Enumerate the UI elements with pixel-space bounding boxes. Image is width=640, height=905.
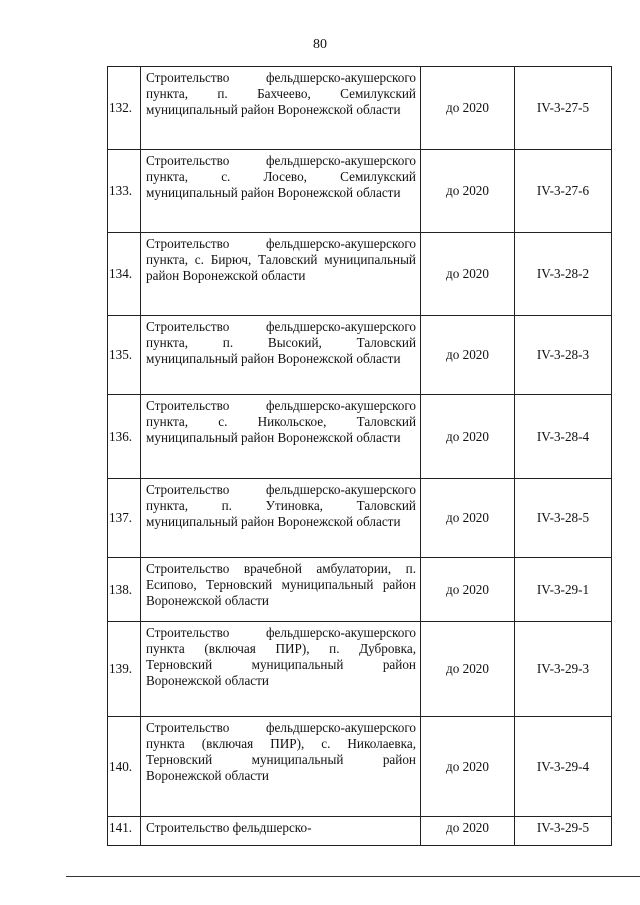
deadline: до 2020 [421, 558, 515, 622]
object-name: Строительство фельдшерско-акушерского пункта, с. Бирюч, Таловский муниципальный район Воронежской области [141, 233, 421, 316]
object-code: IV-3-29-3 [515, 622, 612, 717]
object-code: IV-3-29-4 [515, 717, 612, 817]
row-number: 133. [108, 150, 141, 233]
row-number: 135. [108, 316, 141, 395]
row-number: 134. [108, 233, 141, 316]
object-code: IV-3-27-6 [515, 150, 612, 233]
table-row [108, 233, 612, 316]
object-name: Строительство фельдшерско-акушерского пункта, с. Никольское, Таловский муниципальный район Воронежской области [141, 395, 421, 479]
table-row [108, 622, 612, 717]
page-number: 80 [313, 37, 327, 52]
object-name: Строительство фельдшерско- [141, 817, 421, 846]
deadline: до 2020 [421, 817, 515, 846]
table-row [108, 558, 612, 622]
table-row [108, 817, 612, 846]
table-row [108, 717, 612, 817]
object-code: IV-3-28-4 [515, 395, 612, 479]
table-row [108, 67, 612, 150]
row-number: 141. [108, 817, 141, 846]
object-name: Строительство фельдшерско-акушерского пункта (включая ПИР), с. Николаевка, Терновский муниципальный район Воронежской области [141, 717, 421, 817]
deadline: до 2020 [421, 67, 515, 150]
objects-table [107, 66, 612, 846]
object-name: Строительство фельдшерско-акушерского пункта (включая ПИР), п. Дубровка, Терновский муниципальный район Воронежской области [141, 622, 421, 717]
object-code: IV-3-27-5 [515, 67, 612, 150]
deadline: до 2020 [421, 150, 515, 233]
deadline: до 2020 [421, 395, 515, 479]
row-number: 139. [108, 622, 141, 717]
deadline: до 2020 [421, 717, 515, 817]
object-name: Строительство фельдшерско-акушерского пункта, п. Бахчеево, Семилукский муниципальный район Воронежской области [141, 67, 421, 150]
deadline: до 2020 [421, 622, 515, 717]
deadline: до 2020 [421, 233, 515, 316]
table-row [108, 316, 612, 395]
object-name: Строительство фельдшерско-акушерского пункта, п. Утиновка, Таловский муниципальный район Воронежской области [141, 479, 421, 558]
object-name: Строительство фельдшерско-акушерского пункта, с. Лосево, Семилукский муниципальный район Воронежской области [141, 150, 421, 233]
deadline: до 2020 [421, 316, 515, 395]
object-code: IV-3-28-3 [515, 316, 612, 395]
object-name: Строительство фельдшерско-акушерского пункта, п. Высокий, Таловский муниципальный район Воронежской области [141, 316, 421, 395]
row-number: 140. [108, 717, 141, 817]
object-code: IV-3-29-5 [515, 817, 612, 846]
table-row [108, 479, 612, 558]
object-code: IV-3-29-1 [515, 558, 612, 622]
object-name: Строительство врачебной амбулатории, п. Есипово, Терновский муниципальный район Воронежской области [141, 558, 421, 622]
row-number: 138. [108, 558, 141, 622]
deadline: до 2020 [421, 479, 515, 558]
table-row [108, 150, 612, 233]
footer-divider [66, 876, 640, 877]
object-code: IV-3-28-2 [515, 233, 612, 316]
row-number: 136. [108, 395, 141, 479]
table-row [108, 395, 612, 479]
object-code: IV-3-28-5 [515, 479, 612, 558]
row-number: 137. [108, 479, 141, 558]
row-number: 132. [108, 67, 141, 150]
